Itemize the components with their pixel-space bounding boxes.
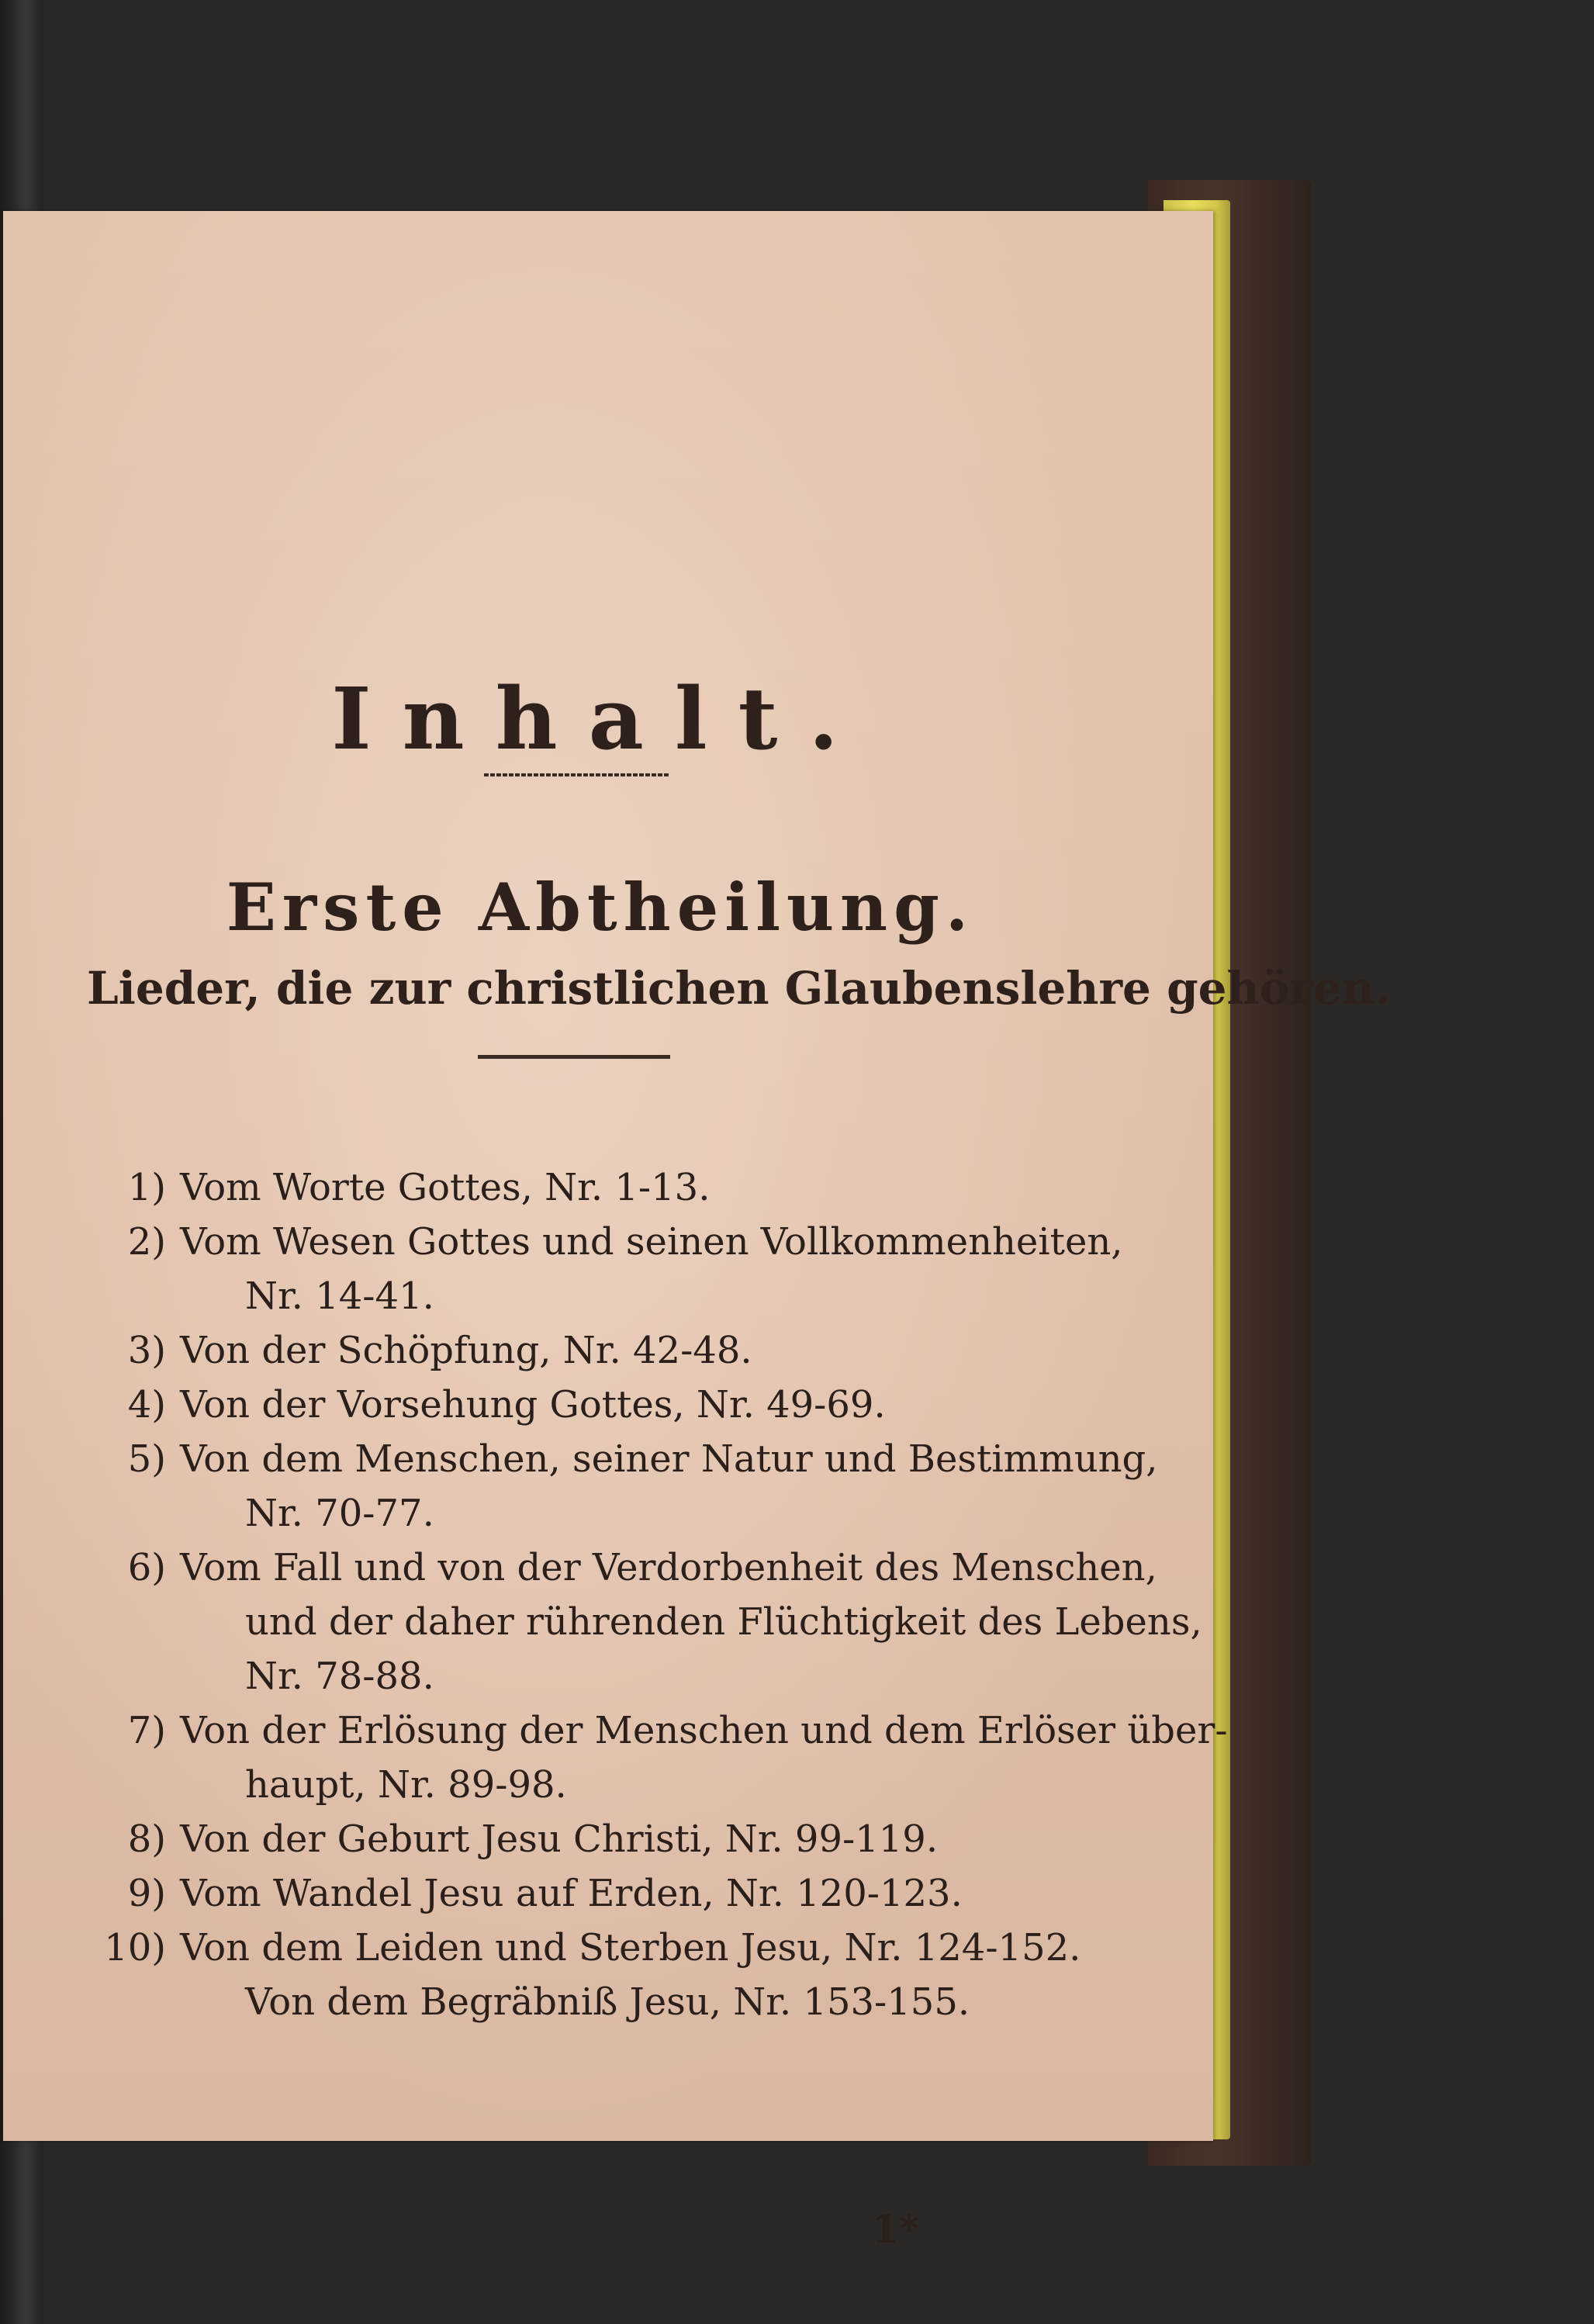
toc-number: 6) <box>127 1546 166 1589</box>
toc-line <box>81 1160 1112 1215</box>
toc-line <box>81 1432 1158 1486</box>
toc-text: und der daher rührenden Flüchtigkeit des Lebens, <box>245 1600 1202 1644</box>
toc-line <box>81 1975 1112 2029</box>
toc-number: 8) <box>127 1817 166 1861</box>
toc-text: Vom Wesen Gottes und seinen Vollkommenheiten, <box>180 1220 1123 1264</box>
toc-number: 4) <box>127 1383 166 1427</box>
toc-text: Von der Geburt Jesu Christi, Nr. 99-119. <box>180 1817 939 1861</box>
toc-text: Nr. 14-41. <box>245 1274 434 1318</box>
toc-line <box>81 1758 1112 1812</box>
toc-number: 3) <box>127 1329 166 1372</box>
toc-text: Nr. 78-88. <box>245 1655 434 1698</box>
toc-entry <box>81 1541 1202 1703</box>
toc-text: Von dem Begräbniß Jesu, Nr. 153-155. <box>245 1980 970 2024</box>
toc-line <box>81 1649 1112 1703</box>
toc-text: Von dem Leiden und Sterben Jesu, Nr. 124-152. <box>180 1926 1081 1970</box>
toc-entry <box>81 1866 1112 1921</box>
toc-text: Von der Erlösung der Menschen und dem Erlöser über- <box>180 1709 1228 1752</box>
toc-text: Von der Schöpfung, Nr. 42-48. <box>180 1329 752 1372</box>
toc-text: Vom Wandel Jesu auf Erden, Nr. 120-123. <box>180 1872 963 1915</box>
page-title: Inhalt. <box>331 669 870 769</box>
toc-text: Von dem Menschen, seiner Natur und Bestimmung, <box>180 1437 1158 1481</box>
toc-line <box>81 1921 1112 1975</box>
toc-number: 5) <box>127 1437 166 1481</box>
toc-number: 1) <box>127 1166 166 1209</box>
toc-entry <box>81 1323 1112 1378</box>
toc-entry <box>81 1215 1123 1323</box>
toc-line <box>81 1866 1112 1921</box>
toc-text: Von der Vorsehung Gottes, Nr. 49-69. <box>180 1383 886 1427</box>
toc-line <box>81 1323 1112 1378</box>
toc-number: 2) <box>127 1220 166 1264</box>
toc-line <box>81 1812 1112 1866</box>
toc-line <box>81 1486 1112 1541</box>
toc-line <box>81 1703 1228 1758</box>
toc-line <box>81 1595 1202 1649</box>
toc-entry <box>81 1160 1112 1215</box>
toc-entry <box>81 1378 1112 1432</box>
toc-line <box>81 1541 1157 1595</box>
toc-text: haupt, Nr. 89-98. <box>245 1763 567 1807</box>
toc-entry <box>81 1921 1112 2029</box>
title-divider <box>484 773 670 776</box>
table-of-contents <box>81 1160 1228 2029</box>
section-title: Erste Abtheilung. <box>226 869 975 946</box>
book-page <box>3 211 1391 2252</box>
signature-mark: 1* <box>872 2206 919 2252</box>
toc-text: Nr. 70-77. <box>245 1492 434 1535</box>
toc-line <box>81 1378 1112 1432</box>
toc-entry <box>81 1432 1158 1541</box>
toc-entry <box>81 1812 1112 1866</box>
toc-entry <box>81 1703 1228 1812</box>
toc-number: 7) <box>127 1709 166 1752</box>
toc-line <box>81 1215 1123 1269</box>
toc-number: 9) <box>127 1872 166 1915</box>
toc-line <box>81 1269 1112 1323</box>
toc-text: Vom Fall und von der Verdorbenheit des Menschen, <box>180 1546 1157 1589</box>
section-divider <box>478 1055 670 1059</box>
section-subtitle: Lieder, die zur christlichen Glaubenslehre gehören. <box>87 962 1391 1015</box>
toc-text: Vom Worte Gottes, Nr. 1-13. <box>180 1166 711 1209</box>
toc-number: 10) <box>104 1926 166 1970</box>
